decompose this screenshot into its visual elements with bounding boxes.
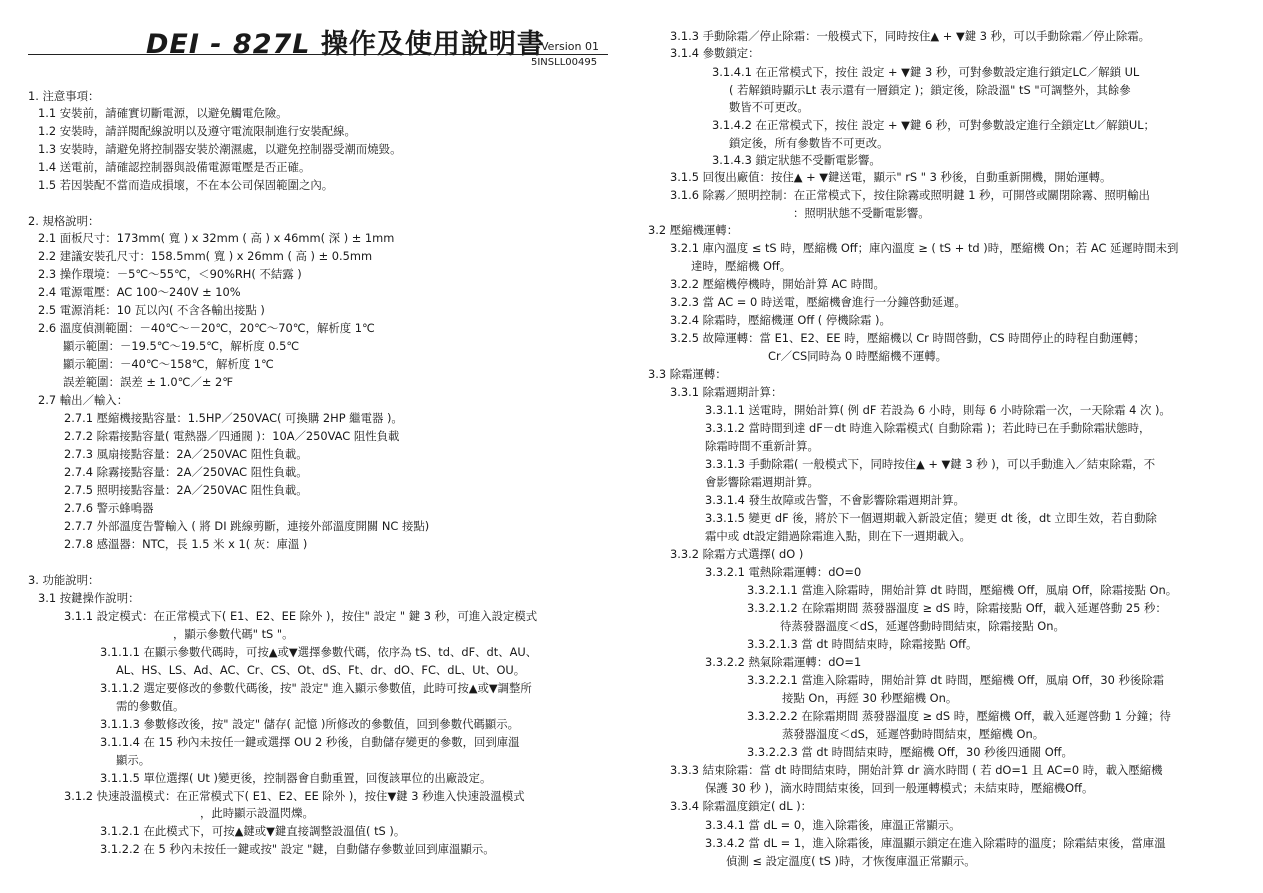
text-line: 3.1.2.1 在此模式下，可按▲鍵或▼鍵直接調整設溫值( tS )。 [100,824,406,838]
text-line: 2.7.5 照明接點容量：2A／250VAC 阻性負載。 [64,483,308,497]
text-line: 3.1.4 參數鎖定： [670,46,760,60]
text-line: 3.1.4.3 鎖定狀態不受斷電影響。 [712,153,881,167]
document-number: 5INSLL00495 [531,57,598,68]
text-line: 3.1.1.3 參數修改後，按" 設定" 儲存( 記憶 )所修改的參數值，回到參數代碼顯示。 [100,717,520,731]
text-line: 2.5 電源消耗：10 瓦以內( 不含各輸出接點 ) [38,303,265,317]
title-text: 操作及使用說明書 [310,29,545,60]
text-line: ( 若解鎖時顯示Lt 表示還有一層鎖定 )；鎖定後，除設溫" tS "可調整外，其餘參 [729,83,1131,97]
text-line: 2.2 建議安裝孔尺寸：158.5mm( 寬 ) x 26mm ( 高 ) ± 0.5mm [38,249,373,263]
model-name: DEI - 827L [146,29,311,60]
text-line: 2.6 溫度偵測範圍：－40℃～－20℃，20℃～70℃，解析度 1℃ [38,321,375,335]
text-line: 3. 功能說明： [28,573,100,587]
text-line: 3.2.1 庫內溫度 ≤ tS 時，壓縮機 Off；庫內溫度 ≥ ( tS + td )時，壓縮機 On；若 AC 延遲時間未到 [670,241,1179,255]
text-line: 顯示。 [116,753,151,767]
text-line: 1.5 若因裝配不當而造成損壞，不在本公司保固範圍之內。 [38,178,334,192]
text-line: 鎖定後，所有參數皆不可更改。 [729,136,889,150]
document-title [146,22,545,61]
text-line: 3.1.1.2 選定要修改的參數代碼後，按" 設定" 進入顯示參數值，此時可按▲或▼調整所 [100,681,532,695]
text-line: 3.3.2 除霜方式選擇( dO ) [670,547,804,561]
text-line: 2.4 電源電壓：AC 100～240V ± 10% [38,285,241,299]
text-line: 3.3.3 結束除霜：當 dt 時間結束時，開始計算 dr 滴水時間 ( 若 dO=1 且 AC=0 時，載入壓縮機 [670,763,1163,777]
text-line: 蒸發器溫度＜dS，延遲啓動時間結束，壓縮機 On。 [782,727,1045,741]
text-line: ，顯示參數代碼" tS "。 [173,627,294,641]
document-header [28,14,618,68]
text-line: 1.2 安裝時，請詳閱配線說明以及遵守電流限制進行安裝配線。 [38,124,356,138]
text-line: 2.7.6 警示蜂鳴器 [64,501,154,515]
text-line: 3.2.2 壓縮機停機時，開始計算 AC 時間。 [670,277,885,291]
text-line: 3.1.2 快速設溫模式：在正常模式下( E1、E2、EE 除外 )，按住▼鍵 3 秒進入快速設溫模式 [64,789,525,803]
text-line: 顯示範圍：－40℃～158℃，解析度 1℃ [63,357,274,371]
text-line: 3.3.2.1.3 當 dt 時間結束時，除霜接點 Off。 [747,637,978,651]
text-line: 3.1.5 回復出廠值：按住▲ + ▼鍵送電，顯示" rS " 3 秒後，自動重新開機，開始運轉。 [670,170,1112,184]
text-line: 3.3.2.2 熱氣除霜運轉：dO=1 [705,655,862,669]
text-line: 3.1 按鍵操作說明： [38,591,140,605]
text-line: 2.3 操作環境：－5℃～55℃，＜90%RH( 不結露 ) [38,267,302,281]
text-line: 3.3.2.1.1 當進入除霜時，開始計算 dt 時間，壓縮機 Off，風扇 Off，除霜接點 On。 [747,583,1178,597]
text-line: 3.1.6 除霧／照明控制：在正常模式下，按住除霧或照明鍵 1 秒，可開啓或關閉除霧、照明輸出 [670,188,1150,202]
text-line: 數皆不可更改。 [729,100,809,114]
text-line: 3.2.4 除霜時，壓縮機運 Off ( 停機除霜 )。 [670,313,891,327]
text-line: 需的參數值。 [116,699,185,713]
text-line: AL、HS、LS、Ad、AC、Cr、CS、Ot、dS、Ft、dr、dO、FC、dL、Ut、OU。 [116,663,526,677]
text-line: 3.3.2.2.1 當進入除霜時，開始計算 dt 時間，壓縮機 Off，風扇 Off，30 秒後除霜 [747,673,1165,687]
text-line: 3.2 壓縮機運轉： [648,223,739,237]
text-line: 2.7.3 風扇接點容量：2A／250VAC 阻性負載。 [64,447,308,461]
text-line: 2.7 輸出／輸入： [38,393,129,407]
text-line: 2.7.4 除霧接點容量：2A／250VAC 阻性負載。 [64,465,308,479]
text-line: 3.3.1.4 發生故障或告警，不會影響除霜週期計算。 [705,493,965,507]
text-line: 2. 規格說明： [28,214,100,228]
text-line: 待蒸發器溫度＜dS，延遲啓動時間結束，除霜接點 On。 [780,619,1065,633]
text-line: 會影響除霜週期計算。 [705,475,819,489]
text-line: 2.1 面板尺寸：173mm( 寬 ) x 32mm ( 高 ) x 46mm( 深 ) ± 1mm [38,231,395,245]
text-line: 3.3.1.5 變更 dF 後，將於下一個週期載入新設定值；變更 dt 後，dt 立即生效，若自動除 [705,511,1157,525]
text-line: 1.1 安裝前，請確實切斷電源，以避免觸電危險。 [38,106,288,120]
text-line: 3.2.5 故障運轉：當 E1、E2、EE 時，壓縮機以 Cr 時間啓動，CS 時間停止的時程自動運轉； [670,331,1145,345]
text-line: 2.7.8 感溫器：NTC，長 1.5 米 x 1( 灰：庫溫 ) [64,537,308,551]
text-line: 3.1.1.5 單位選擇( Ut )變更後，控制器會自動重置，回復該單位的出廠設定。 [100,771,492,785]
text-line: 3.3.1 除霜週期計算： [670,385,783,399]
text-line: 3.3.1.2 當時間到達 dF－dt 時進入除霜模式( 自動除霜 )；若此時已在手動除霜狀態時， [705,421,1151,435]
title-divider [28,54,608,55]
text-line: 3.3.2.1.2 在除霜期間 蒸發器溫度 ≥ dS 時，除霜接點 Off，載入延遲啓動 25 秒： [747,601,1167,615]
text-line: 3.3 除霜運轉： [648,367,727,381]
text-line: 2.7.7 外部溫度告警輸入 ( 將 DI 跳線剪斷，連接外部溫度開關 NC 接點) [64,519,430,533]
text-line: 3.1.4.1 在正常模式下，按住 設定 + ▼鍵 3 秒，可對參數設定進行鎖定LC／解鎖 UL [712,65,1140,79]
text-line: 3.3.2.2.3 當 dt 時間結束時，壓縮機 Off，30 秒後四通閥 Off。 [747,745,1073,759]
text-line: 3.3.1.3 手動除霜( 一般模式下，同時按住▲ + ▼鍵 3 秒 )，可以手動進入／結束除霜，不 [705,457,1156,471]
text-line: 誤差範圍：誤差 ± 1.0℃／± 2℉ [63,375,234,389]
text-line: 3.3.4 除霜溫度鎖定( dL )： [670,799,813,813]
text-line: 3.1.1.1 在顯示參數代碼時，可按▲或▼選擇參數代碼，依序為 tS、td、dF、dt、AU、 [100,645,538,659]
text-line: 顯示範圍：－19.5℃～19.5℃，解析度 0.5℃ [63,339,300,353]
text-line: 3.3.4.1 當 dL = 0，進入除霜後，庫溫正常顯示。 [705,818,961,832]
text-line: 霜中或 dt設定錯過除霜進入點，則在下一週期載入。 [705,529,971,543]
text-line: 接點 On，再經 30 秒壓縮機 On。 [782,691,958,705]
text-line: 3.3.2.1 電熱除霜運轉：dO=0 [705,565,862,579]
text-line: 偵測 ≤ 設定溫度( tS )時，才恢復庫溫正常顯示。 [726,854,976,868]
text-line: 3.3.4.2 當 dL = 1，進入除霜後，庫溫顯示鎖定在進入除霜時的溫度；除霜結束後，當庫溫 [705,836,1166,850]
text-line: ：照明狀態不受斷電影響。 [793,206,930,220]
text-line: 保護 30 秒 )，滴水時間結束後，回到一般運轉模式；未結束時，壓縮機Off。 [705,781,1094,795]
text-line: 3.2.3 當 AC = 0 時送電，壓縮機會進行一分鐘啓動延遲。 [670,295,966,309]
text-line: 3.3.1.1 送電時，開始計算( 例 dF 若設為 6 小時，則每 6 小時除霜一次，一天除霜 4 次 )。 [705,403,1171,417]
text-line: 1.3 安裝時，請避免將控制器安裝於潮濕處，以避免控制器受潮而燒毀。 [38,142,402,156]
text-line: 3.1.3 手動除霜／停止除霜：一般模式下，同時按住▲ + ▼鍵 3 秒，可以手動除霜／停止除霜。 [670,29,1151,43]
text-line: ，此時顯示設溫閃爍。 [200,806,314,820]
text-line: 1. 注意事項： [28,89,100,103]
version-label: Version 01 [541,40,599,53]
text-line: Cr／CS同時為 0 時壓縮機不運轉。 [768,349,947,363]
text-line: 1.4 送電前，請確認控制器與設備電源電壓是否正確。 [38,160,311,174]
text-line: 3.3.2.2.2 在除霜期間 蒸發器溫度 ≥ dS 時，壓縮機 Off，載入延遲啓動 1 分鐘；待 [747,709,1171,723]
text-line: 3.1.4.2 在正常模式下，按住 設定 + ▼鍵 6 秒，可對參數設定進行全鎖定Lt／解鎖UL； [712,118,1155,132]
text-line: 達時，壓縮機 Off。 [691,259,792,273]
text-line: 3.1.1.4 在 15 秒內未按任一鍵或選擇 OU 2 秒後，自動儲存變更的參數，回到庫溫 [100,735,520,749]
text-line: 3.1.2.2 在 5 秒內未按任一鍵或按" 設定 "鍵，自動儲存參數並回到庫溫顯示。 [100,842,495,856]
text-line: 3.1.1 設定模式：在正常模式下( E1、E2、EE 除外 )，按住" 設定 " 鍵 3 秒，可進入設定模式 [64,609,538,623]
text-line: 除霜時間不重新計算。 [705,439,819,453]
text-line: 2.7.1 壓縮機接點容量：1.5HP／250VAC( 可換購 2HP 繼電器 )。 [64,411,403,425]
text-line: 2.7.2 除霜接點容量( 電熱器／四通閥 )：10A／250VAC 阻性負載 [64,429,400,443]
